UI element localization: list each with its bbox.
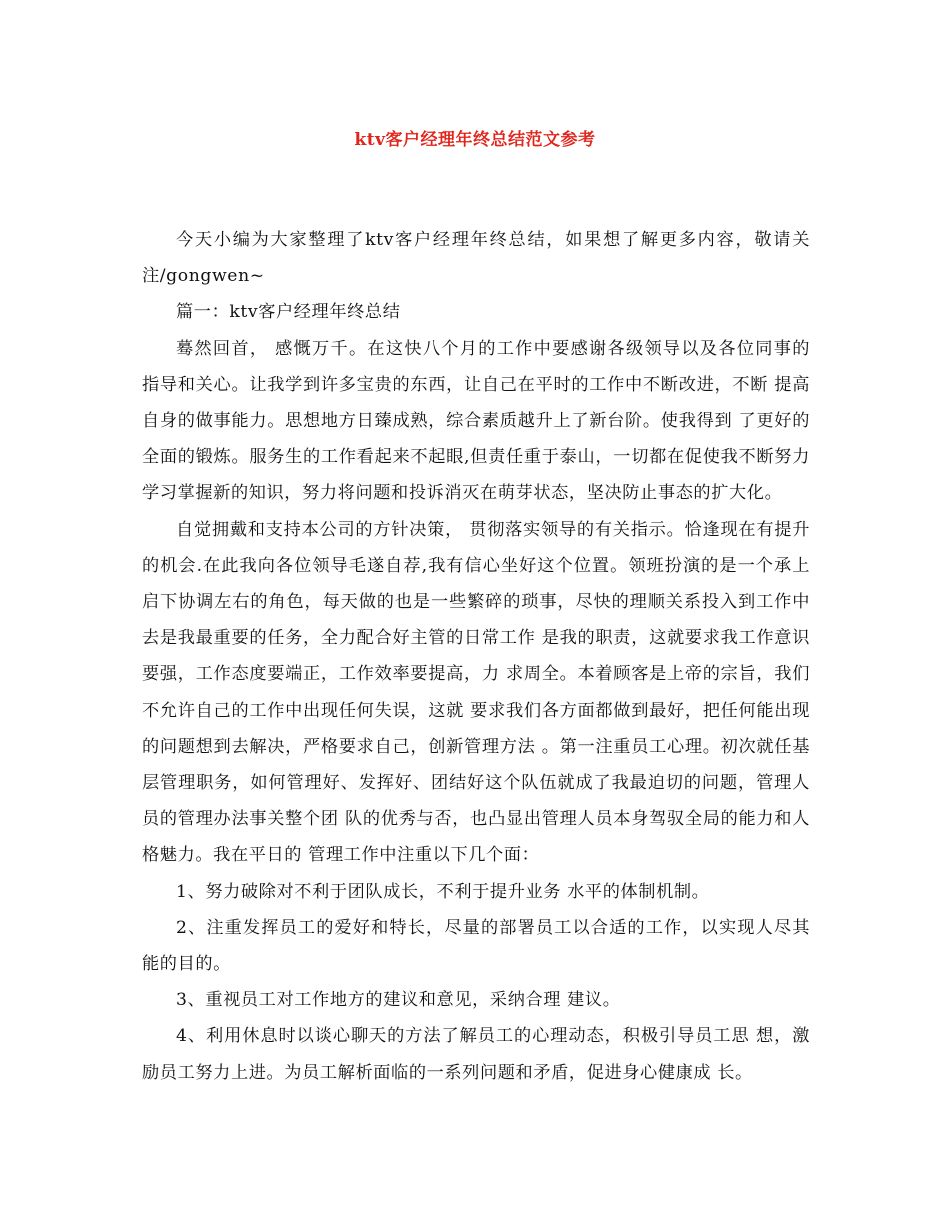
body-paragraph: 蓦然回首， 感慨万千。在这快八个月的工作中要感谢各级领导以及各位同事的 指导和关心。让我学到许多宝贵的东西，让自己在平时的工作中不断改进，不断 提高自身的做事能力。思想地方日臻成熟，综合素质越升上了新台阶。使我得到 了更好的全面的锻炼。服务生的工作看起来不起眼,但责任重于泰山，一切都在促使我不断努力学习掌握新的知识，努力将问题和投诉消灭在萌芽状态，坚决防止事态的扩大化。 — [142, 338, 810, 504]
list-item: 4、利用休息时以谈心聊天的方法了解员工的心理动态，积极引导员工思 想，激励员工努力上进。为员工解析面临的一系列问题和矛盾，促进身心健康成 长。 — [142, 1026, 810, 1083]
list-item: 1、努力破除对不利于团队成长，不利于提升业务 水平的体制机制。 — [176, 881, 710, 902]
body-paragraph: 自觉拥戴和支持本公司的方针决策， 贯彻落实领导的有关指示。恰逢现在有提升的机会.在此我向各位领导毛遂自荐,我有信心坐好这个位置。领班扮演的是一个承上启下协调左右的角色，每天做的也是一些繁碎的琐事，尽快的理顺关系投入到工作中去是我最重要的任务，全力配合好主管的日常工作 是我的职责，这就要求我工作意识要强，工作态度要端正，工作效率要提高，力 求周全。本着顾客是上帝的宗旨，我们不允许自己的工作中出现任何失误，这就 要求我们各方面都做到最好，把任何能出现的问题想到去解决，严格要求自己，创新管理方法 。第一注重员工心理。初次就任基层管理职务，如何管理好、发挥好、团结好这个队伍就成了我最迫切的问题，管理人员的管理办法事关整个团 队的优秀与否，也凸显出管理人员本身驾驭全局的能力和人格魅力。我在平日的 管理工作中注重以下几个面： — [142, 519, 810, 866]
section-heading: 篇一：ktv客户经理年终总结 — [176, 302, 401, 323]
document-body — [142, 222, 810, 1091]
document-title: ktv客户经理年终总结范文参考 — [354, 130, 596, 150]
intro-paragraph: 今天小编为大家整理了ktv客户经理年终总结，如果想了解更多内容，敬请关注/gongwen~ — [142, 230, 810, 287]
list-item: 2、注重发挥员工的爱好和特长，尽量的部署员工以合适的工作，以实现人尽其能的目的。 — [142, 917, 810, 975]
list-item: 3、重视员工对工作地方的建议和意见，采纳合理 建议。 — [176, 990, 621, 1011]
